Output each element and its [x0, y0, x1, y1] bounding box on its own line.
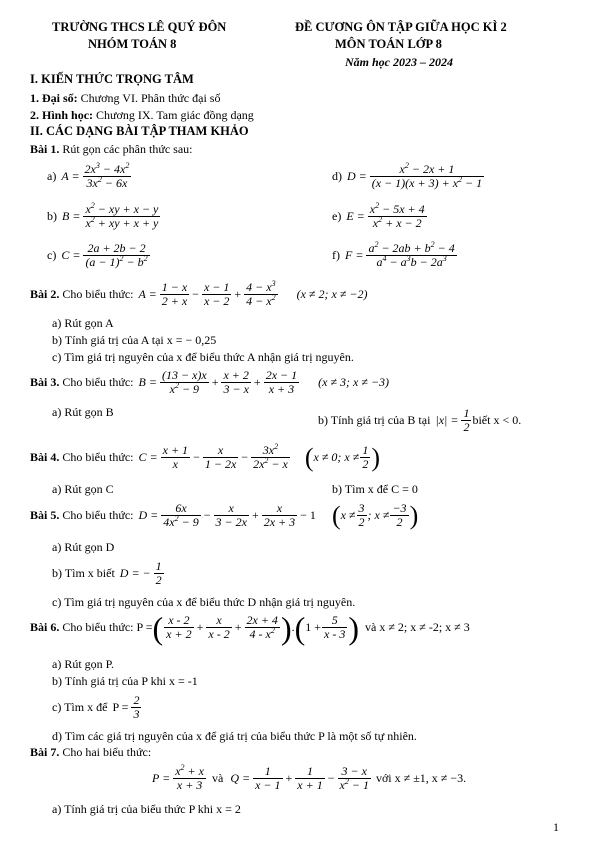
bai6-b: b) Tính giá trị của P khi x = -1: [52, 674, 198, 688]
bai5-paren-open: (: [331, 500, 341, 530]
bai6-paren-close-2: ): [348, 609, 360, 646]
bai6-c: c) Tìm x để P = $\frac{2}{3}$: [52, 693, 140, 721]
fraction: $\frac{x^2 - xy + x - y}{x^2 + xy + x + y}$: [85, 201, 159, 230]
group-name: NHÓM TOÁN 8: [88, 37, 177, 51]
fraction: $\frac{2a + 2b - 2}{(a - 1)^2 - b^2}$: [85, 241, 148, 269]
bai7-condition: với x ≠ ±1, x ≠ −3.: [375, 771, 467, 785]
bai2-condition: (x ≠ 2; x ≠ −2): [296, 287, 368, 301]
bai4-text: Cho biểu thức:: [62, 450, 134, 464]
bai1-c-formula: c) C = $\frac{2a + 2b - 2}{(a - 1)^2 - b^2}$: [47, 241, 148, 269]
bai1-d-label: d): [332, 169, 342, 183]
fraction: $\frac{x + 1}{x}$: [162, 443, 189, 471]
bai6-d: d) Tìm các giá trị nguyên của x để giá trị của biểu thức P là một số tự nhiên.: [52, 729, 417, 743]
fraction: $\frac{1}{x - 1}$: [255, 764, 281, 792]
bai4-paren-open: (: [304, 442, 314, 472]
fraction: $\frac{2}{3}$: [133, 693, 140, 721]
bai2-header: Bài 2. Cho biểu thức: A = $\frac{1 - x}{2 + x}$ − $\frac{x - 1}{x - 2}$ + $\frac{4 - x^3}{4 - x^2}$ (x ≠ 2; x ≠ −2): [30, 279, 368, 308]
fraction: $\frac{3 - x}{x^2 - 1}$: [339, 764, 369, 792]
fraction: $\frac{x}{2x + 3}$: [263, 501, 296, 529]
fraction: $\frac{4 - x^3}{4 - x^2}$: [246, 279, 276, 308]
bai5-text: Cho biểu thức:: [62, 508, 134, 522]
fraction: $\frac{-3}{2}$: [392, 501, 407, 529]
bai7-header: [30, 745, 151, 760]
fraction: $\frac{x^2 - 5x + 4}{x^2 + x - 2}$: [369, 201, 425, 230]
bai2-label: Bài 2.: [30, 287, 60, 301]
fraction: $\frac{x - 2}{x + 2}$: [166, 613, 192, 641]
subject-name: MÔN TOÁN LỚP 8: [335, 37, 442, 51]
bai1-b-label: b): [47, 209, 57, 223]
bai4-label: Bài 4.: [30, 450, 60, 464]
bai1-e-formula: e) E = $\frac{x^2 - 5x + 4}{x^2 + x - 2}$: [332, 201, 425, 230]
fraction: $\frac{2x + 4}{4 - x^2}$: [246, 613, 278, 641]
bai5-b: b) Tìm x biết D = − $\frac{1}{2}$: [52, 559, 162, 587]
bai7-formula: P = $\frac{x^2 + x}{x + 3}$ và Q = $\frac{1}{x - 1}$ + $\frac{1}{x + 1}$ − $\frac{3 - x}{x^2 - 1}$ với x ≠ ±1, x ≠ −3.: [152, 763, 467, 792]
bai2-b: b) Tính giá trị của A tại x = − 0,25: [52, 333, 217, 347]
bai6-paren-open-1: (: [152, 609, 164, 646]
bai5-b-text: b) Tìm x biết: [52, 566, 115, 580]
school-name: TRƯỜNG THCS LÊ QUÝ ĐÔN: [52, 20, 227, 34]
bai1-a-formula: a) A = $\frac{2x^3 - 4x^2}{3x^2 - 6x}$: [47, 161, 130, 190]
bai3-a: a) Rút gọn B: [52, 405, 114, 419]
fraction: $\frac{1}{2}$: [463, 406, 470, 434]
fraction: $\frac{a^2 - 2ab + b^2 - 4}{a^4 - a^3b - 2a^3}$: [368, 240, 455, 269]
bai1-b-formula: b) B = $\frac{x^2 - xy + x - y}{x^2 + xy + x + y}$: [47, 201, 159, 230]
bai3-condition: (x ≠ 3; x ≠ −3): [318, 375, 390, 389]
bai3-b-pre: b) Tính giá trị của B tại: [318, 413, 431, 427]
bai1-a-label: a): [47, 169, 57, 183]
fraction: $\frac{6x}{4x^2 - 9}$: [163, 501, 199, 529]
fraction: $\frac{1}{2}$: [362, 443, 369, 471]
section-2-title: II. CÁC DẠNG BÀI TẬP THAM KHẢO: [30, 124, 249, 138]
algebra-label: 1. Đại số:: [30, 91, 78, 105]
fraction: $\frac{3x^2}{2x^2 - x}$: [253, 442, 288, 471]
algebra-text: Chương VI. Phân thức đại số: [77, 91, 221, 105]
fraction: $\frac{1 - x}{2 + x}$: [161, 280, 188, 308]
fraction: $\frac{x + 2}{3 - x}$: [223, 368, 249, 396]
fraction: $\frac{x}{x - 2}$: [208, 613, 230, 641]
bai7-a: a) Tính giá trị của biểu thức P khi x = 2: [52, 802, 241, 816]
bai6-condition: và x ≠ 2; x ≠ -2; x ≠ 3: [365, 620, 470, 634]
bai2-c: c) Tìm giá trị nguyên của x để biểu thức A nhận giá trị nguyên.: [52, 350, 354, 364]
bai3-b-post: biết x < 0.: [472, 413, 522, 427]
bai6-c-text: c) Tìm x để: [52, 700, 108, 714]
bai4-paren-close: ): [371, 442, 380, 472]
school-year: Năm học 2023 – 2024: [345, 55, 453, 69]
fraction: $\frac{x - 1}{x - 2}$: [203, 280, 230, 308]
fraction: $\frac{x^2 - 2x + 1}{(x - 1)(x + 3) + x^2 - 1}$: [371, 161, 483, 190]
bai3-text: Cho biểu thức:: [62, 375, 134, 389]
fraction: $\frac{3}{2}$: [358, 501, 365, 529]
bai7-text: Cho hai biểu thức:: [62, 745, 152, 759]
bai5-c: c) Tìm giá trị nguyên của x để biểu thức D nhận giá trị nguyên.: [52, 595, 356, 609]
fraction: $\frac{2x - 1}{x + 3}$: [265, 368, 298, 396]
bai3-b: b) Tính giá trị của B tại |x| = $\frac{1}{2}$ biết x < 0.: [318, 406, 522, 434]
bai6-paren-open-2: (: [294, 609, 306, 646]
bai7-label: Bài 7.: [30, 745, 60, 759]
bai5-paren-close: ): [409, 500, 419, 530]
bai1-header: [30, 142, 192, 157]
algebra-line: [30, 91, 220, 106]
document-title: ĐỀ CƯƠNG ÔN TẬP GIỮA HỌC KÌ 2: [295, 20, 507, 34]
bai6-a: a) Rút gọn P.: [52, 657, 115, 671]
bai5-label: Bài 5.: [30, 508, 60, 522]
bai1-c-label: c): [47, 248, 57, 262]
geometry-text: Chương IX. Tam giác đồng dạng: [93, 108, 254, 122]
bai3-header: Bài 3. Cho biểu thức: B = $\frac{(13 - x)x}{x^2 - 9}$ + $\frac{x + 2}{3 - x}$ + $\frac{2x - 1}{x + 3}$ (x ≠ 3; x ≠ −3): [30, 368, 390, 396]
bai1-e-label: e): [332, 209, 342, 223]
bai6-paren-close-1: ): [280, 609, 292, 646]
bai4-a: a) Rút gọn C: [52, 482, 114, 496]
fraction: $\frac{(13 - x)x}{x^2 - 9}$: [161, 368, 207, 396]
page-number: 1: [553, 820, 559, 834]
bai6-header: Bài 6. Cho biểu thức: P = ( $\frac{x - 2}{x + 2}$ + $\frac{x}{x - 2}$ + $\frac{2x + 4}{4 - x^2}$ ) . ( 1 + $\frac{5}{x - 3}$ ) và x ≠ 2; x ≠ -2; x ≠ 3: [30, 609, 470, 646]
bai1-d-formula: d) D = $\frac{x^2 - 2x + 1}{(x - 1)(x + 3) + x^2 - 1}$: [332, 161, 483, 190]
fraction: $\frac{x}{1 - 2x}$: [204, 443, 237, 471]
fraction: $\frac{5}{x - 3}$: [324, 613, 346, 641]
bai6-label: Bài 6.: [30, 620, 60, 634]
bai3-label: Bài 3.: [30, 375, 60, 389]
section-1-title: I. KIẾN THỨC TRỌNG TÂM: [30, 72, 194, 86]
fraction: $\frac{2x^3 - 4x^2}{3x^2 - 6x}$: [84, 161, 130, 190]
bai1-text: Rút gọn các phân thức sau:: [62, 142, 193, 156]
geometry-label: 2. Hình học:: [30, 108, 94, 122]
fraction: $\frac{1}{2}$: [155, 559, 162, 587]
geometry-line: [30, 108, 254, 123]
fraction: $\frac{x^2 + x}{x + 3}$: [175, 763, 204, 792]
bai1-f-formula: f) F = $\frac{a^2 - 2ab + b^2 - 4}{a^4 - a^3b - 2a^3}$: [332, 240, 455, 269]
bai2-a: a) Rút gọn A: [52, 316, 114, 330]
bai6-text: Cho biểu thức: P =: [62, 620, 153, 634]
bai4-header: Bài 4. Cho biểu thức: C = $\frac{x + 1}{x}$ − $\frac{x}{1 - 2x}$ − $\frac{3x^2}{2x^2 - x}$ ( x ≠ 0; x ≠ $\frac{1}{2}$ ): [30, 442, 380, 472]
bai5-a: a) Rút gọn D: [52, 540, 115, 554]
fraction: $\frac{x}{3 - 2x}$: [215, 501, 247, 529]
bai1-f-label: f): [332, 248, 340, 262]
bai5-header: Bài 5. Cho biểu thức: D = $\frac{6x}{4x^2 - 9}$ − $\frac{x}{3 - 2x}$ + $\frac{x}{2x + 3}$ − 1 ( x ≠ $\frac{3}{2}$ ; x ≠ $\frac{-3}{2}$ ): [30, 500, 419, 530]
bai2-text: Cho biểu thức:: [62, 287, 134, 301]
fraction: $\frac{1}{x + 1}$: [297, 764, 323, 792]
bai1-label: Bài 1.: [30, 142, 60, 156]
bai4-b: b) Tìm x để C = 0: [332, 482, 418, 496]
